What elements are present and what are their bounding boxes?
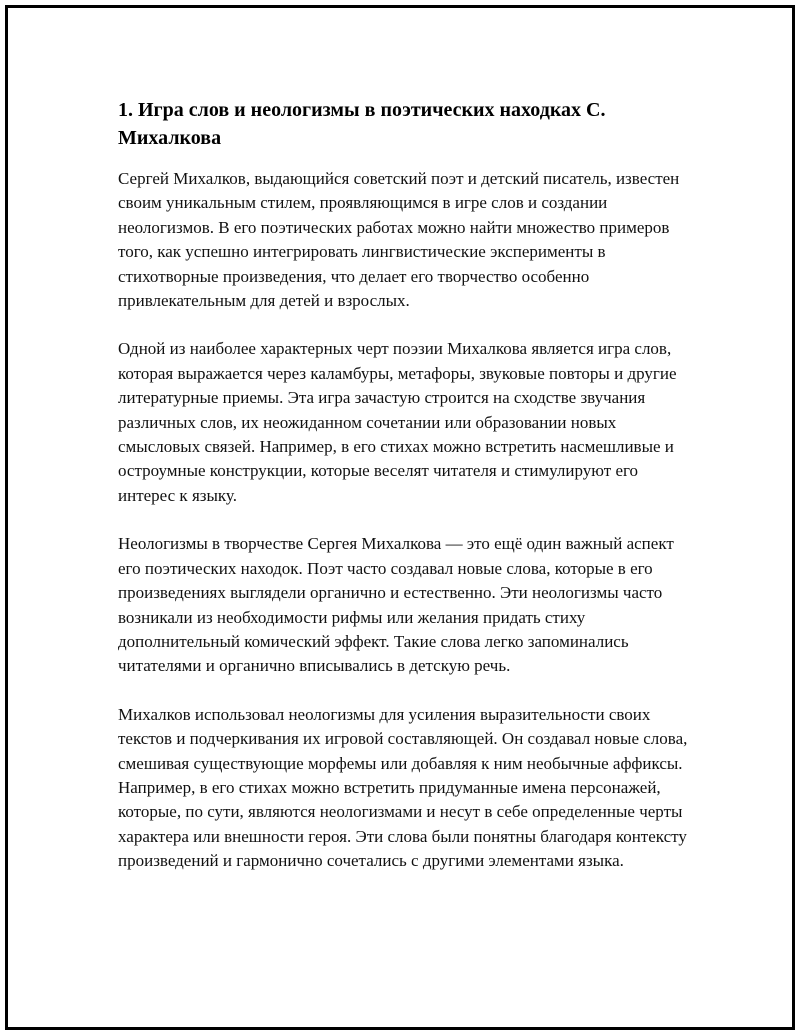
paragraph-2: Одной из наиболее характерных черт поэзии Михалкова является игра слов, которая выражается через каламбуры, метафоры, звуковые повторы и другие литературные приемы. Эта игра зачастую строится на сходстве звучания различных слов, их неожиданном сочетании или образовании новых смысловых связей. Например, в его стихах можно встретить насмешливые и остроумные конструкции, которые веселят читателя и стимулируют его интерес к языку. bbox=[118, 339, 677, 505]
paragraph-3: Неологизмы в творчестве Сергея Михалкова — это ещё один важный аспект его поэтических находок. Поэт часто создавал новые слова, которые в его произведениях выглядели органично и естественно. Эти неологизмы часто возникали из необходимости рифмы или желания придать стиху дополнительный комический эффект. Такие слова легко запоминались читателями и органично вписывались в детскую речь. bbox=[118, 534, 674, 676]
paragraph-1: Сергей Михалков, выдающийся советский поэт и детский писатель, известен своим уникальным стилем, проявляющимся в игре слов и создании неологизмов. В его поэтических работах можно найти множество примеров того, как успешно интегрировать лингвистические эксперименты в стихотворные произведения, что делает его творчество особенно привлекательным для детей и взрослых. bbox=[118, 169, 680, 311]
paragraph-4: Михалков использовал неологизмы для усиления выразительности своих текстов и подчеркивания их игровой составляющей. Он создавал новые слова, смешивая существующие морфемы или добавляя к ним необычные аффиксы. Например, в его стихах можно встретить придуманные имена персонажей, которые, по сути, являются неологизмами и несут в себе определенные черты характера или внешности героя. Эти слова были понятны благодаря контексту произведений и гармонично сочетались с другими элементами языка. bbox=[118, 704, 688, 871]
document-body bbox=[118, 96, 688, 898]
section-heading: 1. Игра слов и неологизмы в поэтических находках С. Михалкова bbox=[118, 99, 606, 149]
